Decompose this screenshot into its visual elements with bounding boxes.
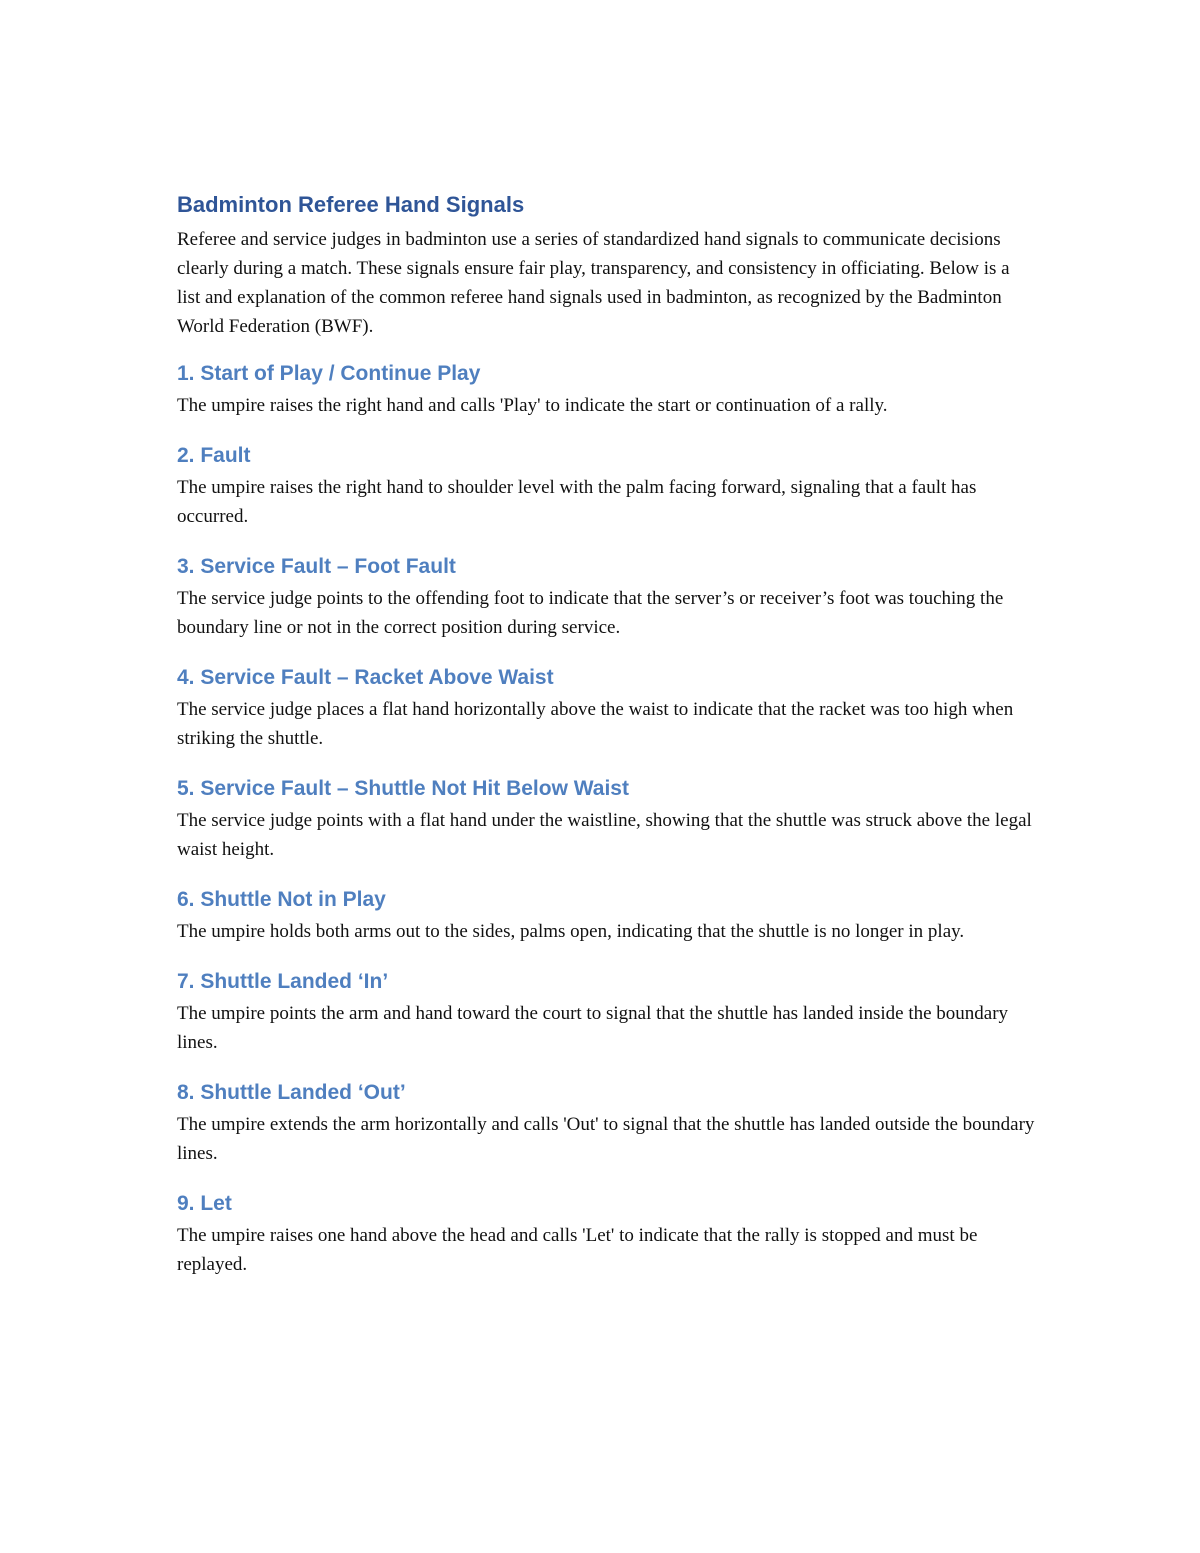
- section-start-of-play: [177, 359, 1037, 420]
- section-body: The umpire holds both arms out to the sides, palms open, indicating that the shuttle is no longer in play.: [177, 921, 965, 942]
- section-fault: [177, 441, 1037, 531]
- section-let: [177, 1189, 1037, 1279]
- section-heading: 4. Service Fault – Racket Above Waist: [177, 666, 554, 689]
- section-body: The service judge points to the offending foot to indicate that the server’s or receiver’s foot was touching the boundary line or not in the correct position during service.: [177, 588, 1004, 638]
- section-shuttle-not-in-play: [177, 885, 1037, 946]
- document-title: Badminton Referee Hand Signals: [177, 192, 525, 217]
- section-foot-fault: [177, 552, 1037, 642]
- section-shuttle-not-below-waist: [177, 774, 1037, 864]
- section-body: The umpire raises the right hand to shoulder level with the palm facing forward, signaling that a fault has occurred.: [177, 477, 977, 527]
- section-heading: 1. Start of Play / Continue Play: [177, 362, 481, 385]
- section-heading: 8. Shuttle Landed ‘Out’: [177, 1081, 406, 1104]
- section-body: The umpire points the arm and hand toward the court to signal that the shuttle has landed inside the boundary lines.: [177, 1003, 1009, 1053]
- section-heading: 9. Let: [177, 1192, 232, 1215]
- intro-paragraph: Referee and service judges in badminton use a series of standardized hand signals to communicate decisions clearly during a match. These signals ensure fair play, transparency, and consistency in officiating. Below is a list and explanation of the common referee hand signals used in badminton, as recognized by the Badminton World Federation (BWF).: [177, 229, 1010, 337]
- section-shuttle-landed-out: [177, 1078, 1037, 1168]
- section-body: The service judge places a flat hand horizontally above the waist to indicate that the racket was too high when striking the shuttle.: [177, 699, 1014, 749]
- document-content: [177, 189, 1037, 1300]
- section-heading: 7. Shuttle Landed ‘In’: [177, 970, 389, 993]
- section-heading: 6. Shuttle Not in Play: [177, 888, 386, 911]
- section-body: The service judge points with a flat hand under the waistline, showing that the shuttle was struck above the legal waist height.: [177, 810, 1032, 860]
- section-heading: 5. Service Fault – Shuttle Not Hit Below Waist: [177, 777, 629, 800]
- section-shuttle-landed-in: [177, 967, 1037, 1057]
- section-racket-above-waist: [177, 663, 1037, 753]
- section-body: The umpire extends the arm horizontally and calls 'Out' to signal that the shuttle has landed outside the boundary lines.: [177, 1114, 1035, 1164]
- section-body: The umpire raises one hand above the head and calls 'Let' to indicate that the rally is stopped and must be replayed.: [177, 1225, 978, 1275]
- section-body: The umpire raises the right hand and calls 'Play' to indicate the start or continuation of a rally.: [177, 395, 888, 416]
- section-heading: 3. Service Fault – Foot Fault: [177, 555, 456, 578]
- section-heading: 2. Fault: [177, 444, 251, 467]
